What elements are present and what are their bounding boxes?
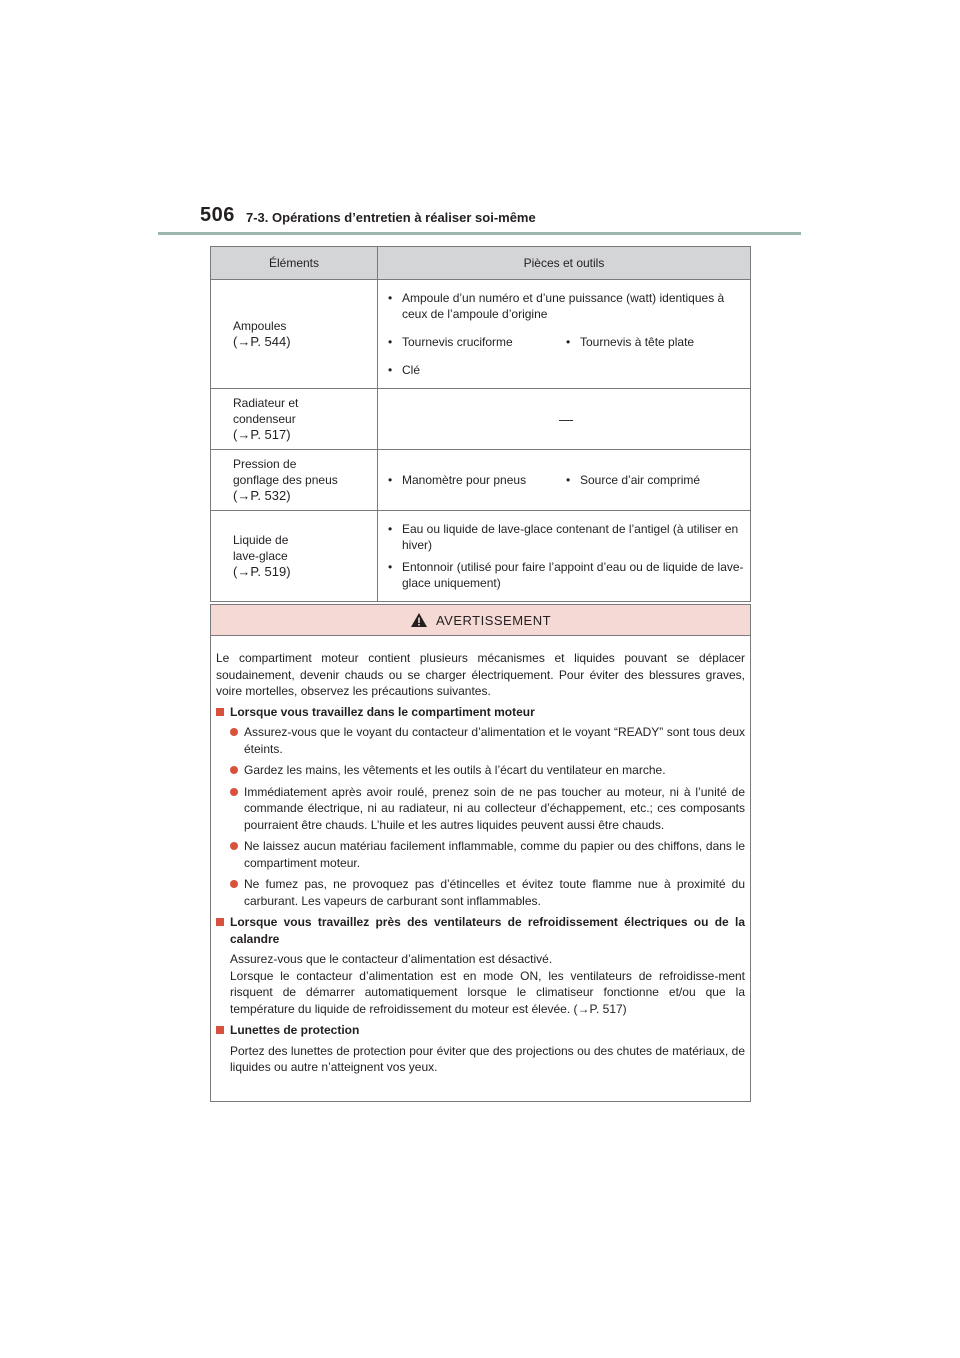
tool-bullet: • Source d’air comprimé xyxy=(566,472,744,488)
table-row xyxy=(211,389,751,450)
warning-bullet: Gardez les mains, les vêtements et les outils à l’écart du ventilateur en marche. xyxy=(216,762,745,779)
item-label: Liquide de xyxy=(233,533,289,547)
item-page-ref: (→P. 532) xyxy=(233,488,291,503)
tools-cell xyxy=(378,389,751,450)
item-label: condenseur xyxy=(233,412,296,426)
tool-bullet: • Manomètre pour pneus xyxy=(388,472,566,488)
warning-paragraph: Portez des lunettes de protection pour éviter que des projections ou des chutes de matériaux, de liquides ou autre n’atteignent vos yeux. xyxy=(230,1043,745,1074)
item-cell xyxy=(211,511,378,602)
tool-bullet: • Tournevis à tête plate xyxy=(566,334,744,350)
warning-intro: Le compartiment moteur contient plusieurs mécanismes et liquides pouvant se déplacer soudainement, devenir chauds ou se charger électriquement. Pour éviter des blessures graves, voire mortelles, observez les précautions suivantes. xyxy=(216,651,745,698)
tools-cell xyxy=(378,511,751,602)
table-row xyxy=(211,511,751,602)
warning-bullet: Immédiatement après avoir roulé, prenez soin de ne pas toucher au moteur, ni à l’unité de commande électrique, ni au radiateur, ni au collecteur d’échappement, etc.; ces composants pourraient être chauds. L’huile et les autres liquides peuvent aussi être chauds. xyxy=(216,784,745,834)
warning-body xyxy=(211,636,750,1076)
header-rule xyxy=(158,232,801,235)
tool-bullet: • Entonnoir (utilisé pour faire l’appoint d’eau ou de liquide de lave-glace uniquement) xyxy=(388,559,744,591)
tool-bullet-pair xyxy=(388,466,744,494)
table-header-row xyxy=(211,247,751,280)
warning-paragraph: Assurez-vous que le contacteur d’alimentation est désactivé. xyxy=(230,952,553,966)
item-label: gonflage des pneus xyxy=(233,473,338,487)
tool-bullet: • Ampoule d’un numéro et d’une puissance (watt) identiques à ceux de l’ampoule d’origine xyxy=(388,290,744,322)
item-page-ref: (→P. 517) xyxy=(233,427,291,442)
table-row xyxy=(211,280,751,389)
item-label: lave-glace xyxy=(233,549,288,563)
item-page-ref: (→P. 519) xyxy=(233,564,291,579)
col-header-items: Éléments xyxy=(211,247,378,280)
item-label: Ampoules xyxy=(233,319,287,333)
tools-cell xyxy=(378,450,751,511)
col-header-tools: Pièces et outils xyxy=(378,247,751,280)
page-header xyxy=(0,0,960,240)
item-label: Radiateur et xyxy=(233,396,299,410)
tool-bullet-pair xyxy=(388,328,744,356)
warning-section-heading: Lorsque vous travaillez dans le compartiment moteur xyxy=(216,704,745,721)
table-row xyxy=(211,450,751,511)
item-cell xyxy=(211,389,378,450)
warning-paragraph: Lorsque le contacteur d’alimentation est en mode ON, les ventilateurs de refroidisse-ment risquent de démarrer automatiquement lorsque le climatiseur fonctionne et/ou que la température du liquide de refroidissement du moteur est élevée. (→P. 517) xyxy=(230,968,745,1016)
warning-header xyxy=(211,605,750,636)
item-cell xyxy=(211,280,378,389)
tool-bullet: • Eau ou liquide de lave-glace contenant de l’antigel (à utiliser en hiver) xyxy=(388,521,744,553)
empty-dash: — xyxy=(559,411,573,427)
warning-triangle-icon xyxy=(410,612,428,628)
tool-bullet: • Clé xyxy=(388,362,744,378)
parts-table xyxy=(210,246,751,602)
warning-title: AVERTISSEMENT xyxy=(435,612,552,628)
section-title: 7-3. Opérations d’entretien à réaliser soi-même xyxy=(246,210,536,225)
warning-section-heading: Lunettes de protection xyxy=(216,1022,745,1039)
page-number: 506 xyxy=(200,204,235,226)
item-cell xyxy=(211,450,378,511)
tool-bullet: • Tournevis cruciforme xyxy=(388,334,566,350)
tools-cell xyxy=(378,280,751,389)
warning-section-heading: Lorsque vous travaillez près des ventilateurs de refroidissement électriques ou de la calandre xyxy=(216,914,745,947)
warning-bullet: Ne fumez pas, ne provoquez pas d’étincelles et évitez toute flamme nue à proximité du carburant. Les vapeurs de carburant sont inflammables. xyxy=(216,876,745,909)
warning-box xyxy=(210,604,751,1102)
item-page-ref: (→P. 544) xyxy=(233,334,291,349)
warning-bullet: Ne laissez aucun matériau facilement inflammable, comme du papier ou des chiffons, dans le compartiment moteur. xyxy=(216,838,745,871)
item-label: Pression de xyxy=(233,457,297,471)
warning-bullet: Assurez-vous que le voyant du contacteur d’alimentation et le voyant “READY” sont tous deux éteints. xyxy=(216,724,745,757)
